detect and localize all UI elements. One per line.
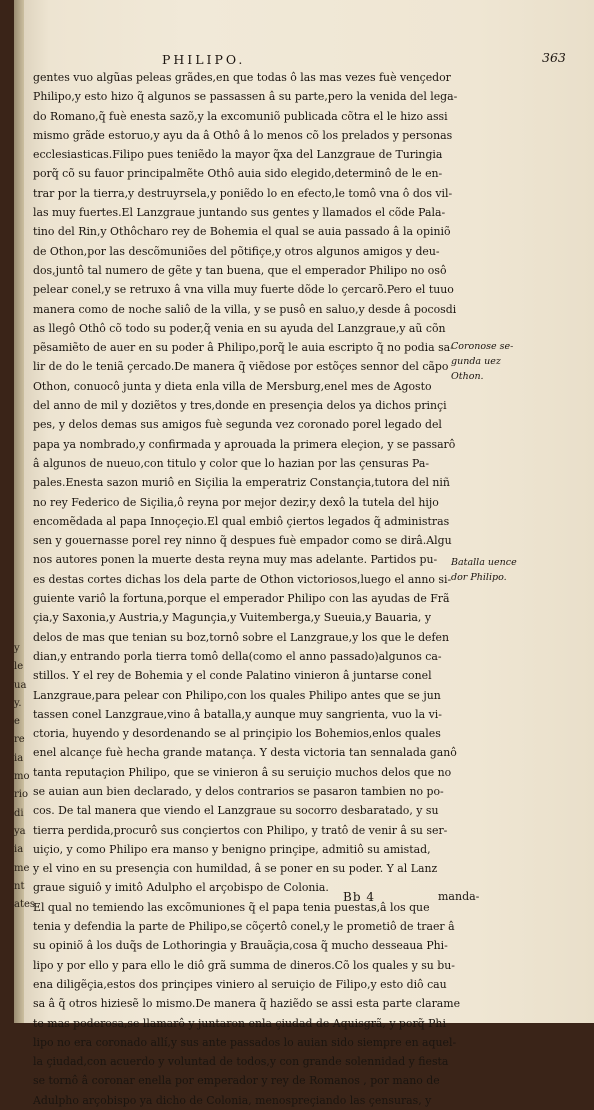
text-line: Lanzgraue,para pelear con Philipo,con los quales Philipo antes que se jun [33, 688, 441, 702]
margin-note-battle [451, 555, 587, 585]
text-line: papa ya nombrado,y confirmada y aprouada la primera eleçion, y se passarô [33, 437, 456, 451]
text-line: es destas cortes dichas los dela parte de Othon victoriosos,luego el anno si- [33, 572, 452, 586]
text-line: çia,y Saxonia,y Austria,y Magunçia,y Vuitemberga,y Sueuia,y Bauaria, y [33, 611, 431, 625]
text-line: gentes vuo algũas peleas grãdes,en que todas ô las mas vezes fuè vençedor [33, 71, 451, 84]
text-line: tassen conel Lanzgraue,vino â batalla,y aunque muy sangrienta, vuo la vi- [33, 707, 442, 721]
text-line: trar por la tierra,y destruyrsela,y poniẽdo lo en efecto,le tomô vna ô dos vil- [33, 186, 453, 200]
main-text-block [33, 68, 463, 1110]
text-line: encomẽdada al papa Innoçeçio.El qual embiô çiertos legados q̃ administras [33, 514, 450, 528]
catchword: manda- [438, 890, 480, 903]
facing-page-edge [14, 640, 36, 911]
text-line: dian,y entrando porla tierra tomô della(como el anno passado)algunos ca- [33, 649, 442, 663]
text-line: no rey Federico de Siçilia,ô reyna por mejor dezir,y dexô la tutela del hijo [33, 495, 439, 509]
text-line: del anno de mil y doziẽtos y tres,donde en presençia delos ya dichos prinçi [33, 399, 447, 413]
text-line: delos de mas que tenian su boz,tornô sobre el Lanzgraue,y los que le defen [33, 630, 449, 644]
text-line: pelear conel,y se retruxo â vna villa muy fuerte dõde lo çercarõ.Pero el tuuo [33, 283, 454, 297]
text-line: uiçio, y como Philipo era manso y benigno prinçipe, admitiô su amistad, [33, 842, 431, 856]
text-line: tanta reputaçion Philipo, que se vinieron â su seruiçio muchos delos que no [33, 765, 452, 779]
text-line: manera como de noche saliô de la villa, y se pusô en saluo,y desde â pocosdi [33, 302, 457, 316]
text-line: Adulpho arçobispo ya dicho de Colonia, menospreçiando las çensuras, y [33, 1093, 432, 1107]
text-line: graue siguiô y imitô Adulpho el arçobispo de Colonia. [33, 881, 329, 895]
text-line: guiente variô la fortuna,porque el emperador Philipo con las ayudas de Frã [33, 592, 450, 606]
margin-note-line: Batalla uence [451, 557, 517, 568]
text-line: pes, y delos demas sus amigos fuè segunda vez coronado porel legado del [33, 418, 442, 432]
text-line: do Romano,q̃ fuè enesta sazõ,y la excomuniõ publicada cõtra el le hizo assi [33, 109, 448, 123]
text-line: su opiniõ â los duq̃s de Lothoringia y Brauãçia,cosa q̃ mucho desseaua Phi- [33, 939, 448, 953]
text-line: Philipo,y esto hizo q̃ algunos se passassen â su parte,pero la venida del lega- [33, 90, 458, 104]
text-line: la çiudad,con acuerdo y voluntad de todos,y con grande solennidad y fiesta [33, 1055, 449, 1069]
text-line: ctoria, huyendo y desordenando se al prinçipio los Bohemios,enlos quales [33, 727, 441, 741]
text-line: te mas poderosa,se llamarô y juntaron enla çiudad de Aquisgrã, y porq̃ Phi [33, 1016, 446, 1030]
text-line: sa â q̃ otros hiziesẽ lo mismo.De manera q̃ haziẽdo se assi esta parte clarame [33, 997, 461, 1011]
text-line: El qual no temiendo las excõmuniones q̃ el papa tenia puestas,â los que [33, 900, 430, 914]
text-line: lipo no era coronado allí,y sus ante passados lo auian sido siempre en aquel- [33, 1035, 457, 1049]
text-line: pẽsamiẽto de auer en su poder â Philipo,porq̃ le auia escripto q̃ no podia sa- [33, 341, 454, 355]
running-title: PHILIPO. [162, 52, 246, 67]
facing-page-fragment: ia [14, 752, 24, 764]
text-line: mismo grãde estoruo,y ayu da â Othô â lo menos cõ los prelados y personas [33, 128, 453, 142]
text-line: de Othon,por las descõmuniões del põtifiçe,y otros algunos amigos y deu- [33, 244, 440, 258]
book-page [14, 0, 594, 1107]
margin-note-line: dor Philipo. [451, 572, 507, 583]
text-line: pales.Enesta sazon muriô en Siçilia la emperatriz Constançia,tutora del niñ [33, 476, 450, 490]
text-line: porq̃ cõ su fauor principalmẽte Othô auia sido elegido,determinô de le en- [33, 167, 443, 181]
facing-page-fragment: ya [14, 825, 26, 837]
text-line: ecclesiasticas.Filipo pues teniẽdo la mayor q̃xa del Lanzgraue de Turingia [33, 148, 443, 162]
facing-page-fragment: re [14, 734, 25, 746]
text-line: se auian aun bien declarado, y delos contrarios se pasaron tambien no po- [33, 784, 444, 798]
facing-page-fragment: le [14, 661, 24, 673]
text-line: ena diligẽçia,estos dos prinçipes viniero al seruiçio de Filipo,y esto diô cau [33, 977, 447, 991]
text-line: tenia y defendia la parte de Philipo,se cõçertô conel,y le prometiô de traer â [33, 920, 455, 934]
text-line: â algunos de nueuo,con titulo y color que lo hazian por las çensuras Pa- [33, 456, 430, 470]
facing-page-fragment: mo [14, 771, 30, 783]
facing-page-fragment: nt [14, 880, 25, 892]
text-line: las muy fuertes.El Lanzgraue juntando sus gentes y llamados el cõde Pala- [33, 206, 446, 220]
page-header [14, 46, 594, 66]
margin-note-line: gunda uez [451, 356, 501, 367]
text-line: tino del Rin,y Othôcharo rey de Bohemia el qual se auia passado â la opiniõ [33, 225, 451, 239]
facing-page-fragment: ates [14, 899, 36, 911]
margin-note-coronation [451, 339, 587, 384]
facing-page-fragment: ua [14, 679, 27, 691]
text-line: tierra perdida,procurô sus conçiertos con Philipo, y tratô de venir â su ser- [33, 823, 448, 837]
text-line: lipo y por ello y para ello le diô grã summa de dineros.Cõ los quales y su bu- [33, 958, 455, 972]
text-line: se tornô â coronar enella por emperador y rey de Romanos , por mano de [33, 1074, 440, 1088]
text-line: as llegô Othô cõ todo su poder,q̃ venia en su ayuda del Lanzgraue,y aũ cõn [33, 321, 446, 335]
folio-number: 363 [542, 50, 566, 65]
text-line: nos autores ponen la muerte desta reyna muy mas adelante. Partidos pu- [33, 553, 438, 567]
facing-page-fragment: y. [14, 697, 22, 709]
facing-page-fragment: di [14, 807, 24, 819]
text-line: enel alcançe fuè hecha grande matança. Y desta victoria tan sennalada ganô [33, 746, 457, 760]
facing-page-fragment: e [14, 716, 20, 728]
text-line: y el vino en su presençia con humildad, â se poner en su poder. Y al Lanz [33, 862, 438, 876]
facing-page-fragment: me [14, 862, 30, 874]
margin-note-line: Othon. [451, 371, 484, 382]
text-line: lir de do le teniã çercado.De manera q̃ viẽdose por estõçes sennor del cãpo [33, 360, 449, 374]
text-line: cos. De tal manera que viendo el Lanzgraue su socorro desbaratado, y su [33, 804, 439, 818]
facing-page-fragment: y [14, 643, 20, 654]
signature-mark: Bb 4 [343, 890, 375, 904]
text-line: sen y gouernasse porel rey ninno q̃ despues fuè empador como se dirâ.Algu [33, 534, 452, 548]
text-line: dos,juntô tal numero de gẽte y tan buena, que el emperador Philipo no osô [33, 263, 447, 277]
margin-note-line: Coronose se- [451, 341, 514, 352]
facing-page-fragment: ia [14, 844, 24, 856]
text-line: Othon, conuocô junta y dieta enla villa de Mersburg,enel mes de Agosto [33, 379, 432, 393]
facing-page-fragment: rio [14, 789, 28, 801]
text-line: stillos. Y el rey de Bohemia y el conde Palatino vinieron â juntarse conel [33, 669, 432, 683]
